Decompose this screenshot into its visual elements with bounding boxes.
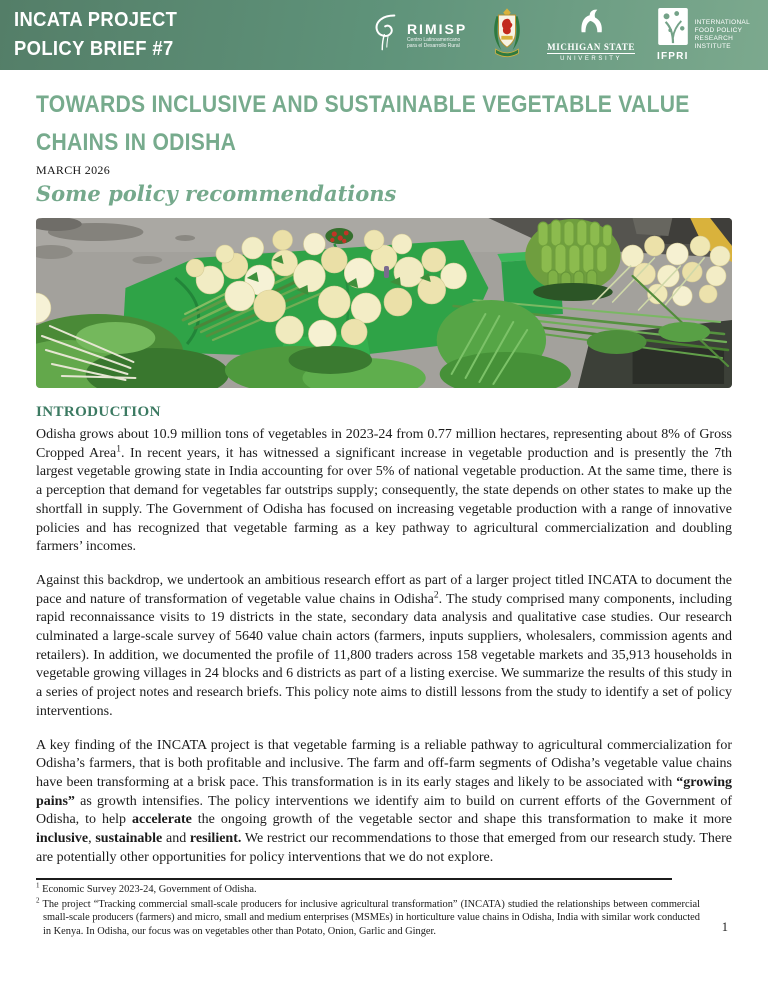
footnotes [36, 883, 700, 938]
document-subtitle: Some policy recommendations [36, 181, 397, 206]
university-crest-logo [489, 7, 525, 64]
title-line-2: CHAINS IN ODISHA [36, 129, 237, 156]
ifpri-logo [657, 8, 750, 62]
page-number: 1 [721, 920, 728, 934]
banner-line-2: POLICY BRIEF #7 [14, 38, 174, 60]
document-body [0, 86, 768, 938]
title-line-1: TOWARDS INCLUSIVE AND SUSTAINABLE VEGETABLE VALUE [36, 91, 690, 118]
rimisp-swirl-icon [371, 10, 401, 61]
rimisp-tagline-1: Centro Latinoamericano [406, 36, 461, 43]
document-title [36, 86, 732, 162]
university-crest-icon [489, 7, 525, 64]
intro-paragraph-1: Odisha grows about 10.9 million tons of vegetables in 2023-24 from 0.77 million hectares, representing about 8% of Gross Cropped Area$^1$. In recent years, it has witnessed a significant increase in vegetable production and is presently the 7th largest vegetable growing state in India accounting for over 5% of national vegetable production. At the same time, there is a perception that demand for vegetables far outstrips supply; consequently, the state depends on other states to make up the shortfall in supply. The Government of Odisha has focused on increasing vegetable production with a range of innovative policies and has recognized that vegetable farming as a key pathway to agricultural commercialization and doubling farmers’ incomes. [36, 427, 732, 555]
spartan-helmet-icon [578, 8, 605, 40]
rimisp-logo [371, 10, 467, 61]
vegetable-market-photo [36, 218, 732, 388]
header-band [0, 0, 768, 70]
brief-banner-title [14, 6, 191, 64]
rimisp-tagline-2: para el Desarrollo Rural [406, 43, 460, 49]
ifpri-tree-icon [658, 8, 688, 50]
footnote-2: $^2$ The project “Tracking commercial small-scale producers for inclusive agricultural transformation” (INCATA) studied the relationships between commercial small-scale producers (farmers) and micro, small and medium enterprises (MSMEs) in horticulture value chains in Odisha, India with similar work conducted in Kenya. In Odisha, our focus was on vegetables other than Potato, Onion, Garlic and Ginger. [36, 896, 700, 937]
banner-line-1: INCATA PROJECT [14, 9, 178, 31]
footnote-divider [36, 878, 672, 880]
rimisp-name: RIMISP [406, 20, 468, 37]
partner-logos [371, 7, 750, 64]
introduction-heading: INTRODUCTION [36, 404, 161, 420]
ifpri-acronym: IFPRI [657, 51, 689, 62]
footnote-1: $^1$ Economic Survey 2023-24, Government of Odisha. [36, 882, 257, 896]
msu-university-word: UNIVERSITY [560, 56, 623, 62]
msu-name: MICHIGAN STATE [547, 42, 635, 52]
intro-paragraph-3: A key finding of the INCATA project is that vegetable farming is a reliable pathway to agricultural commercialization for Odisha’s farmers, that is both profitable and inclusive. The farm and off-farm segments of Odisha’s vegetable value chains have been transforming at a brisk pace. This transformation is in its early stages and likely to be associated with “growing pains” as growth intensifies. The policy interventions we identify aim to build on current efforts of the Government of Odisha, to help accelerate the ongoing growth of the vegetable sector and shape this transformation to make it more inclusive, sustainable and resilient. We restrict our recommendations to those that emerged from our research study. There are potentially other opportunities for policy interventions that we do not explore. [36, 737, 733, 865]
publication-date: MARCH 2026 [36, 163, 111, 177]
intro-paragraph-2: Against this backdrop, we undertook an ambitious research effort as part of a larger project titled INCATA to document the pace and nature of transformation of vegetable value chains in Odisha$^2$. The study comprised many components, including rapid reconnaissance visits to 19 districts in the state, secondary data analysis and qualitative case studies. Our research culminated a large-scale survey of 5640 value chain actors (farmers, inputs suppliers, wholesalers, commission agents and retailers). In addition, we documented the profile of 11,800 traders across 158 vegetable markets and 35,913 households in vegetable growing villages in 24 blocks and 6 districts as part of a listing exercise. We summarize the results of this study in a series of project notes and research briefs. This policy note aims to distill lessons from the study to identify a set of policy interventions. [36, 572, 732, 719]
michigan-state-logo [547, 8, 635, 62]
ifpri-full-name: INTERNATIONAL FOOD POLICY RESEARCH INSTITUTE [694, 19, 750, 50]
